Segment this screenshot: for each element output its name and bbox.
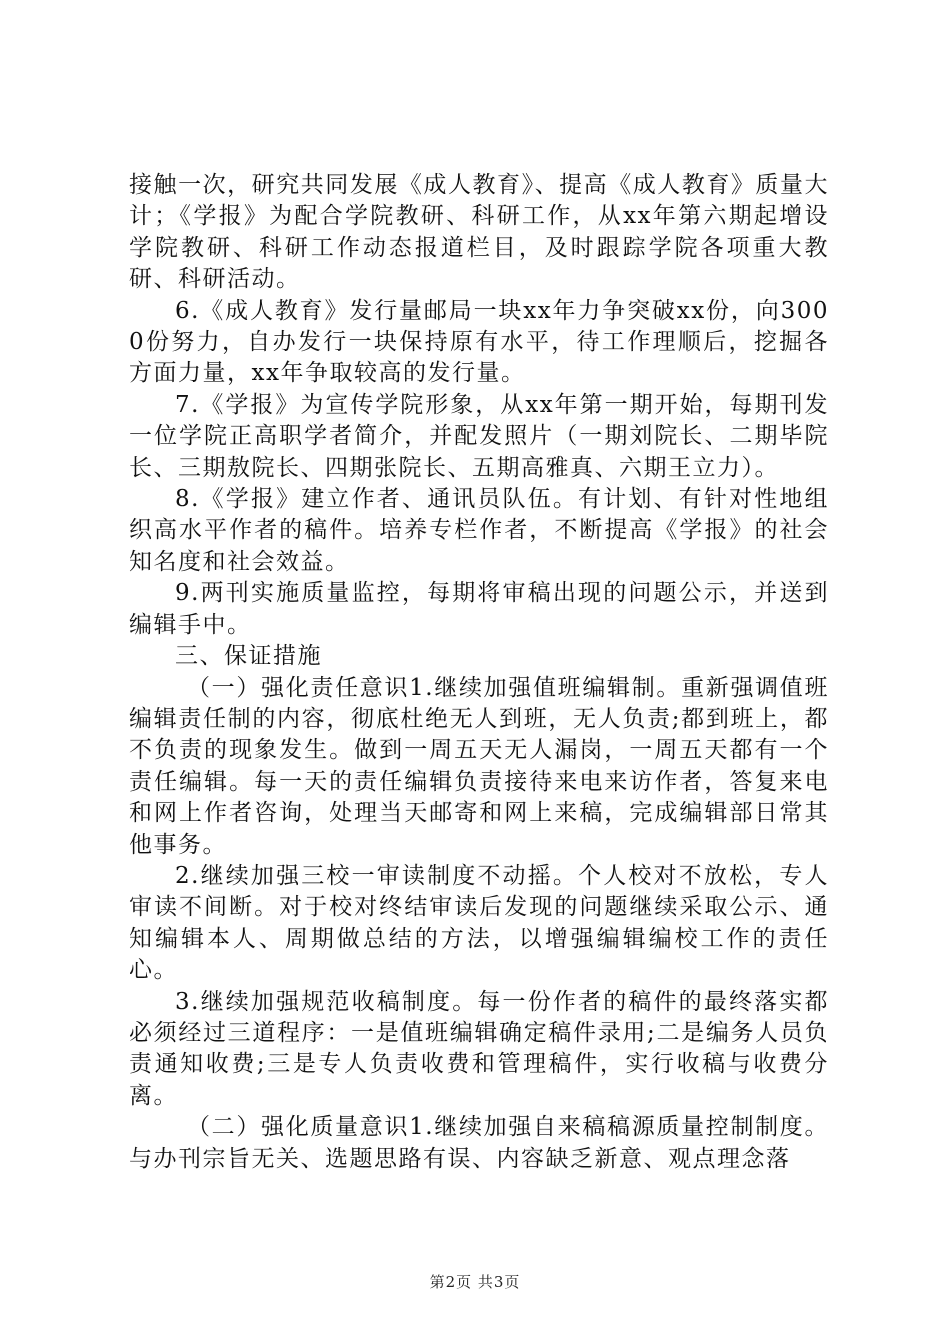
paragraph-responsibility-item-3: 3.继续加强规范收稿制度。每一份作者的稿件的最终落实都必须经过三道程序：一是值班编辑确定稿件录用;二是编务人员负责通知收费;三是专人负责收费和管理稿件，实行收稿与收费分离。 xyxy=(129,988,829,1109)
page-number-footer: 第2页 共3页 xyxy=(429,1273,521,1291)
paragraph-responsibility-awareness: （一）强化责任意识1.继续加强值班编辑制。重新强调值班编辑责任制的内容，彻底杜绝无人到班，无人负责;都到班上，都不负责的现象发生。做到一周五天无人漏岗，一周五天都有一个责任编辑。每一天的责任编辑负责接待来电来访作者，答复来电和网上作者咨询，处理当天邮寄和网上来稿，完成编辑部日常其他事务。 xyxy=(129,674,829,858)
paragraph-item-6: 6.《成人教育》发行量邮局一块xx年力争突破xx份，向3000份努力，自办发行一块保持原有水平，待工作理顺后，挖掘各方面力量，xx年争取较高的发行量。 xyxy=(129,297,829,387)
paragraph-continuation: 接触一次，研究共同发展《成人教育》、提高《成人教育》质量大计；《学报》为配合学院教研、科研工作，从xx年第六期起增设学院教研、科研工作动态报道栏目，及时跟踪学院各项重大教研、科研活动。 xyxy=(129,172,829,293)
section-heading-guarantee-measures: 三、保证措施 xyxy=(175,643,322,670)
paragraph-item-7: 7.《学报》为宣传学院形象，从xx年第一期开始，每期刊发一位学院正高职学者简介，并配发照片（一期刘院长、二期毕院长、三期敖院长、四期张院长、五期高雅真、六期王立力）。 xyxy=(129,391,829,481)
paragraph-responsibility-item-2: 2.继续加强三校一审读制度不动摇。个人校对不放松，专人审读不间断。对于校对终结审读后发现的问题继续采取公示、通知编辑本人、周期做总结的方法，以增强编辑编校工作的责任心。 xyxy=(129,862,829,984)
paragraph-quality-awareness: （二）强化质量意识1.继续加强自来稿稿源质量控制制度。与办刊宗旨无关、选题思路有误、内容缺乏新意、观点理念落 xyxy=(129,1114,829,1172)
document-body xyxy=(129,170,829,1175)
paragraph-item-9: 9.两刊实施质量监控，每期将审稿出现的问题公示，并送到编辑手中。 xyxy=(129,580,829,638)
paragraph-item-8: 8.《学报》建立作者、通讯员队伍。有计划、有针对性地组织高水平作者的稿件。培养专栏作者，不断提高《学报》的社会知名度和社会效益。 xyxy=(129,486,829,575)
